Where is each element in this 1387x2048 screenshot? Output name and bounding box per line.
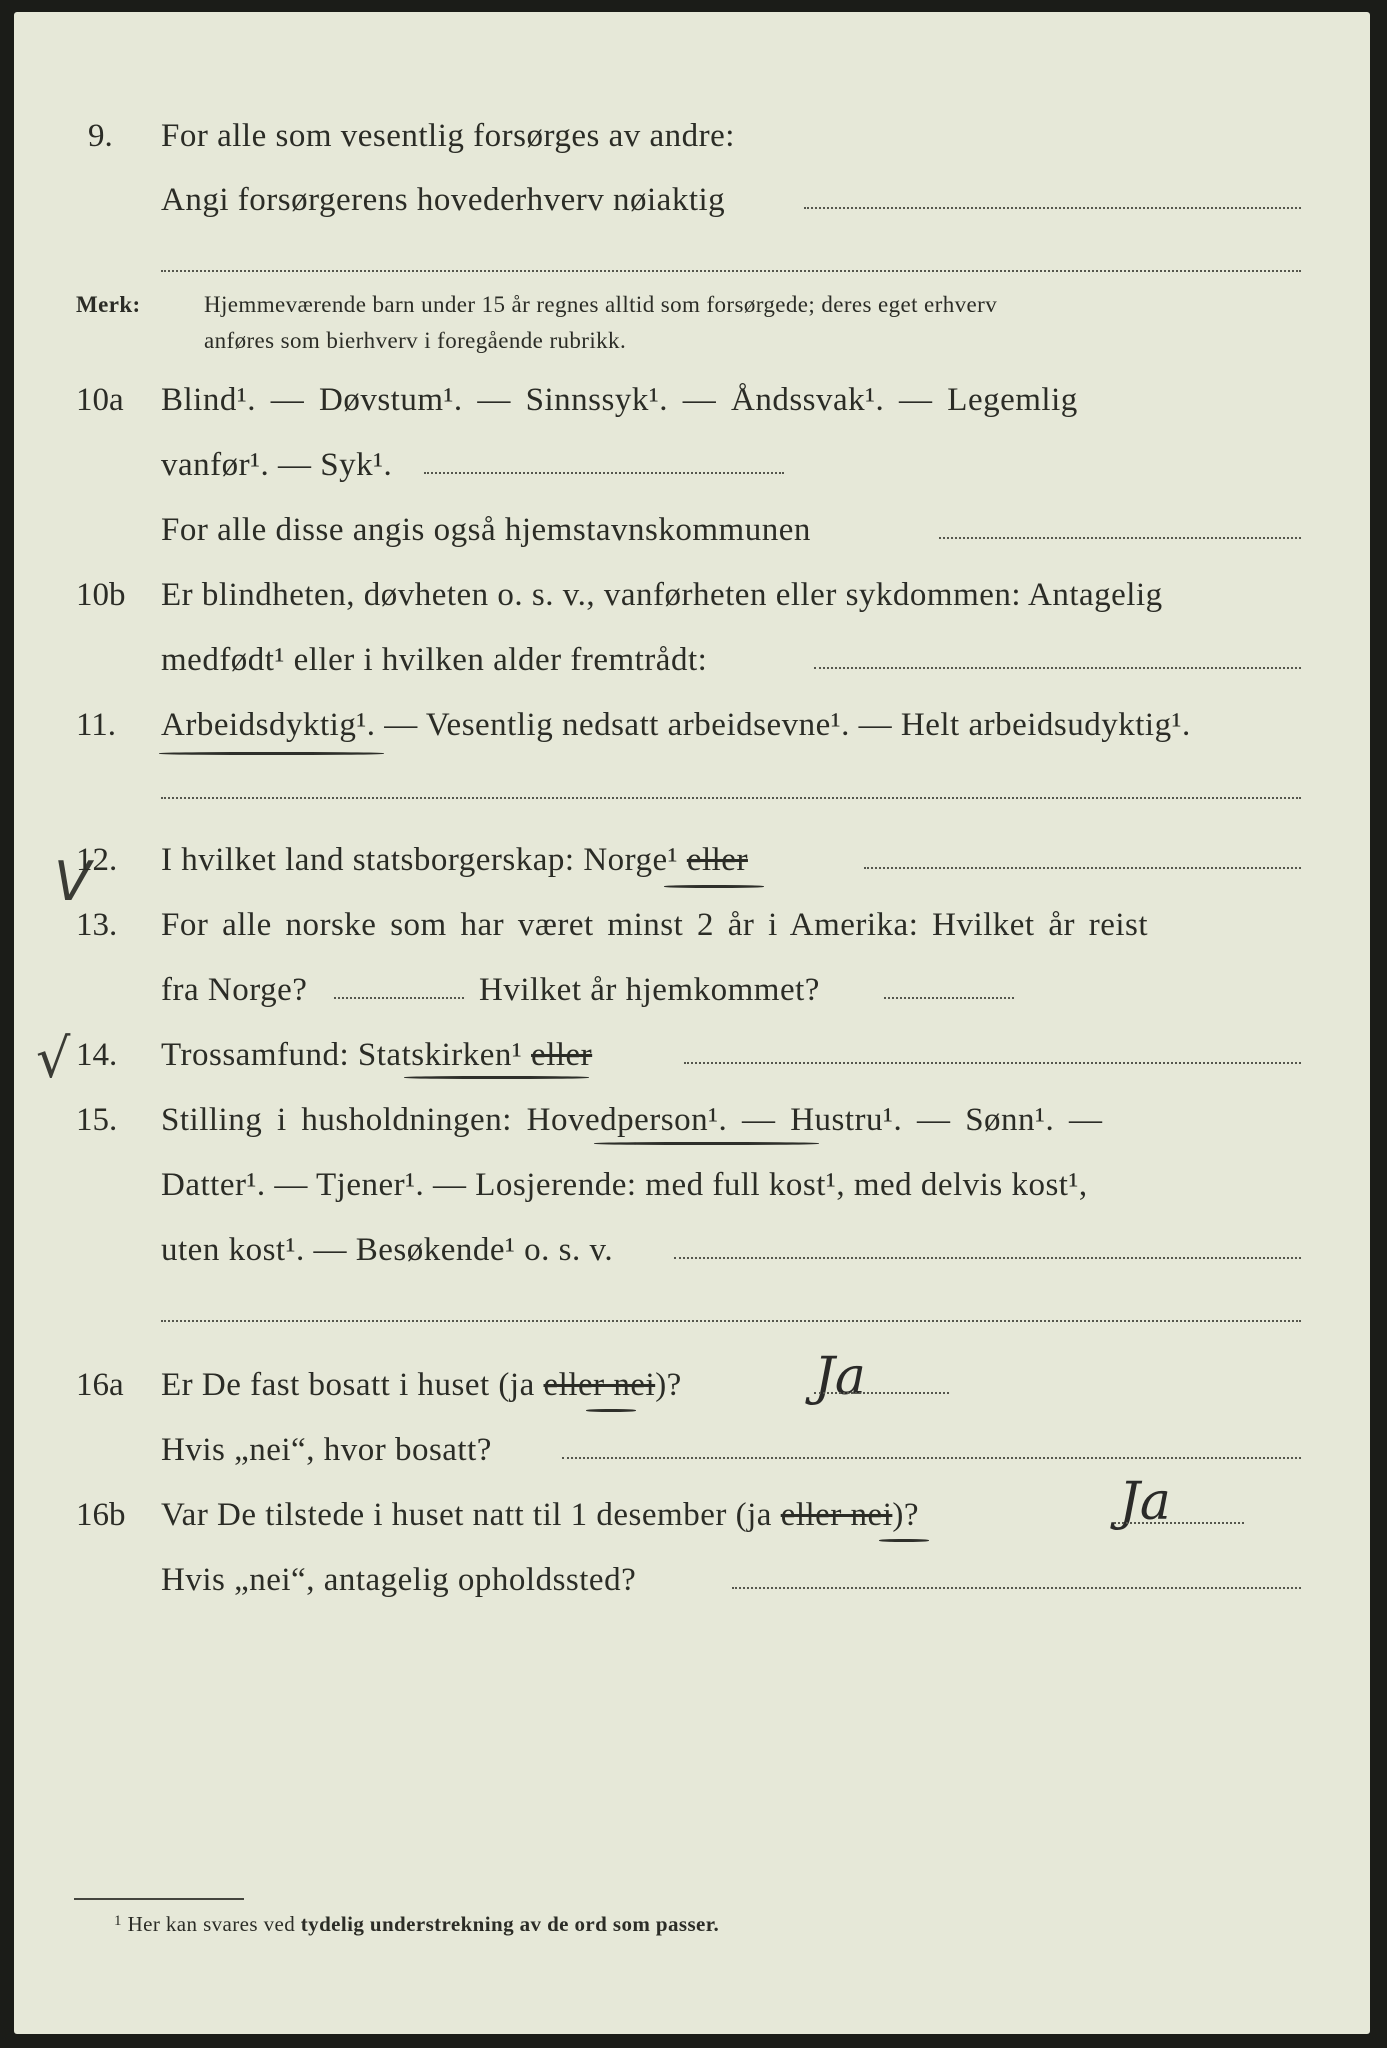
q14-option-statskirken[interactable]: Statskirken¹ bbox=[357, 1037, 523, 1073]
q16b-label: Var De tilstede i huset natt til 1 desember ( bbox=[161, 1497, 748, 1533]
q11-rest: — Vesentlig nedsatt arbeidsevne¹. — Helt arbeidsudyktig¹. bbox=[384, 707, 1191, 743]
q11-option-arbeidsdyktig[interactable]: Arbeidsdyktig¹. bbox=[161, 707, 376, 743]
q16a-struck-eller-nei: eller nei bbox=[543, 1367, 656, 1403]
q16a-line1 bbox=[161, 1367, 682, 1404]
q12-check-mark: V bbox=[54, 850, 91, 913]
q11-answer-field[interactable] bbox=[161, 797, 1301, 799]
q14-label: Trossamfund: bbox=[161, 1037, 350, 1073]
q10a-line3: For alle disse angis også hjemstavnskommunen bbox=[161, 512, 811, 548]
q10b-number: 10b bbox=[76, 577, 126, 613]
q13-part-a: fra Norge? bbox=[161, 972, 308, 1008]
q12-number: 12. bbox=[76, 842, 118, 878]
q16a-number: 16a bbox=[76, 1367, 124, 1403]
q13-number: 13. bbox=[76, 907, 118, 943]
q16b-answer-field[interactable] bbox=[1114, 1522, 1244, 1524]
q15-label: Stilling i husholdningen: bbox=[161, 1102, 512, 1138]
q12-line bbox=[161, 842, 748, 879]
q15-line3: uten kost¹. — Besøkende¹ o. s. v. bbox=[161, 1232, 614, 1268]
q16b-number: 16b bbox=[76, 1497, 126, 1533]
q12-answer-field[interactable] bbox=[864, 867, 1301, 869]
q15-line2: Datter¹. — Tjener¹. — Losjerende: med full kost¹, med delvis kost¹, bbox=[161, 1167, 1088, 1203]
q14-number: 14. bbox=[76, 1037, 118, 1073]
q15-number: 15. bbox=[76, 1102, 118, 1138]
q14-line bbox=[161, 1037, 592, 1074]
q10a-line1: Blind¹. — Døvstum¹. — Sinnssyk¹. — Åndssvak¹. — Legemlig bbox=[161, 382, 1078, 418]
q15-option-hovedperson[interactable]: Hovedperson¹. bbox=[526, 1102, 728, 1138]
q11-line bbox=[161, 707, 1191, 744]
q15-line1 bbox=[161, 1102, 1102, 1139]
q14-struck-eller: eller bbox=[531, 1037, 593, 1073]
q10a-line2: vanfør¹. — Syk¹. bbox=[161, 447, 393, 483]
q14-check-mark: √ bbox=[36, 1027, 71, 1090]
q16b-option-ja[interactable]: ja bbox=[747, 1497, 772, 1533]
q16b-handwritten-answer: Ja bbox=[1119, 1472, 1171, 1532]
q15-line1-rest: — Hustru¹. — Sønn¹. — bbox=[741, 1102, 1103, 1138]
q15-answer-field[interactable] bbox=[674, 1257, 1301, 1259]
merk-label: Merk: bbox=[76, 292, 141, 317]
merk-line2: anføres som bierhverv i foregående rubrikk. bbox=[204, 328, 627, 353]
q13-part-b: Hvilket år hjemkommet? bbox=[479, 972, 820, 1008]
footnote-divider bbox=[74, 1898, 244, 1900]
q12-label: I hvilket land statsborgerskap: bbox=[161, 842, 575, 878]
merk-line1: Hjemmeværende barn under 15 år regnes alltid som forsørgede; deres eget erhverv bbox=[204, 292, 998, 317]
q10b-line2: medfødt¹ eller i hvilken alder fremtrådt: bbox=[161, 642, 708, 678]
q10a-number: 10a bbox=[76, 382, 124, 418]
q16a-label: Er De fast bosatt i huset ( bbox=[161, 1367, 510, 1403]
q9-answer-field[interactable] bbox=[804, 207, 1301, 209]
q12-option-norge[interactable]: Norge¹ bbox=[583, 842, 679, 878]
q16a-line2: Hvis „nei“, hvor bosatt? bbox=[161, 1432, 492, 1468]
q13-reist-field[interactable] bbox=[334, 997, 464, 999]
q16b-underline-mark bbox=[879, 1539, 929, 1542]
q16a-underline-mark bbox=[586, 1409, 636, 1412]
q14-underline-mark bbox=[404, 1076, 589, 1079]
q9-line1: For alle som vesentlig forsørges av andre: bbox=[161, 118, 735, 154]
q15-underline-mark bbox=[594, 1142, 819, 1145]
q13-line1: For alle norske som har været minst 2 år i Amerika: Hvilket år reist bbox=[161, 907, 1149, 943]
q16b-opholdssted-field[interactable] bbox=[732, 1587, 1301, 1589]
q10b-line1: Er blindheten, døvheten o. s. v., vanførheten eller sykdommen: Antagelig bbox=[161, 577, 1163, 613]
footnote-text-b: tydelig understrekning av de ord som passer. bbox=[300, 1912, 720, 1936]
q16a-answer-field[interactable] bbox=[814, 1392, 949, 1394]
q9-answer-field-2[interactable] bbox=[161, 270, 1301, 272]
census-form-page bbox=[14, 12, 1370, 2034]
q16a-bosatt-field[interactable] bbox=[562, 1457, 1301, 1459]
footnote-text-a: Her kan svares ved bbox=[127, 1912, 296, 1936]
q10b-answer-field[interactable] bbox=[814, 667, 1301, 669]
q11-underline-mark bbox=[159, 752, 384, 755]
q14-answer-field[interactable] bbox=[684, 1062, 1301, 1064]
q16b-struck-eller-nei: eller nei bbox=[780, 1497, 893, 1533]
q10a-answer-field[interactable] bbox=[424, 472, 784, 474]
q12-underline-mark bbox=[664, 885, 764, 888]
q16a-option-ja[interactable]: ja bbox=[509, 1367, 535, 1403]
footnote bbox=[114, 1912, 719, 1937]
q9-line2: Angi forsørgerens hovederhverv nøiaktig bbox=[161, 182, 726, 218]
q16b-close: )? bbox=[892, 1497, 920, 1533]
q13-hjemkommet-field[interactable] bbox=[884, 997, 1014, 999]
q9-number: 9. bbox=[88, 118, 113, 154]
q16b-line1 bbox=[161, 1497, 919, 1534]
footnote-mark: 1 bbox=[114, 1913, 122, 1929]
q16a-close: )? bbox=[655, 1367, 682, 1403]
q10a-hjemstavn-field[interactable] bbox=[939, 537, 1301, 539]
q12-struck-eller: eller bbox=[686, 842, 748, 878]
q16a-handwritten-answer: Ja bbox=[814, 1347, 866, 1407]
q16b-line2: Hvis „nei“, antagelig opholdssted? bbox=[161, 1562, 637, 1598]
q11-number: 11. bbox=[76, 707, 117, 743]
q15-answer-field-2[interactable] bbox=[161, 1320, 1301, 1322]
